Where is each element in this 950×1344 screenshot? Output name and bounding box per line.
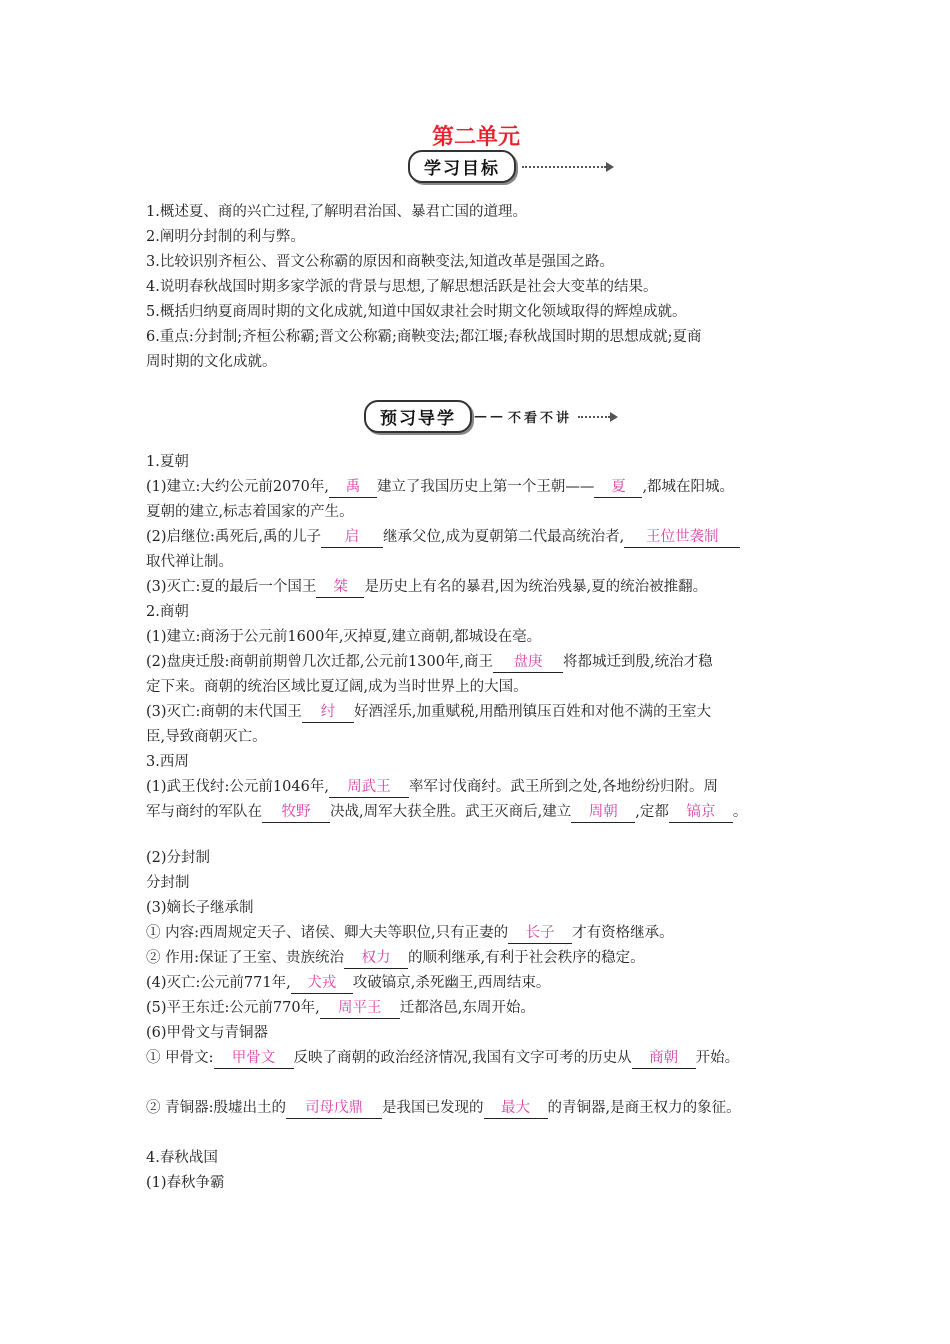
section-goals-title: 学习目标 (408, 150, 516, 183)
goal-item: 周时期的文化成就。 (146, 354, 277, 370)
para-line: 军与商纣的军队在 牧野 决战,周军大获全胜。武王灭商后,建立 周朝 ,定都 镐京 。 (146, 802, 747, 823)
answer-blank: 纣 (302, 702, 354, 723)
answer-blank: 启 (321, 527, 383, 548)
para-line: (3)嫡长子继承制 (146, 900, 254, 916)
answer-blank: 牧野 (262, 802, 330, 823)
arrow-decoration-icon (578, 416, 610, 418)
answer-blank: 甲骨文 (214, 1048, 294, 1069)
heading-chunqiu: 4.春秋战国 (146, 1150, 218, 1166)
goal-item: 6.重点:分封制;齐桓公称霸;晋文公称霸;商鞅变法;都江堰;春秋战国时期的思想成就;夏商 (146, 329, 702, 345)
goal-item: 3.比较识别齐桓公、晋文公称霸的原因和商鞅变法,知道改革是强国之路。 (146, 254, 614, 270)
para-line: (4)灭亡:公元前771年, 犬戎 攻破镐京,杀死幽王,西周结束。 (146, 973, 550, 994)
para-line: ② 青铜器:殷墟出土的 司母戊鼎 是我国已发现的 最大 的青铜器,是商王权力的象征。 (146, 1098, 741, 1119)
heading-zhou: 3.西周 (146, 754, 189, 770)
para-line: ② 作用:保证了王室、贵族统治 权力 的顺利继承,有利于社会秩序的稳定。 (146, 948, 645, 969)
para-line: (2)分封制 (146, 850, 211, 866)
para-line: 定下来。商朝的统治区域比夏辽阔,成为当时世界上的大国。 (146, 679, 528, 695)
para-line: 夏朝的建立,标志着国家的产生。 (146, 504, 354, 520)
goal-item: 4.说明春秋战国时期多家学派的背景与思想,了解思想活跃是社会大变革的结果。 (146, 279, 658, 295)
para-line: (1)武王伐纣:公元前1046年, 周武王 率军讨伐商纣。武王所到之处,各地纷纷归附。周 (146, 777, 718, 798)
answer-blank: 最大 (484, 1098, 548, 1119)
goal-item: 1.概述夏、商的兴亡过程,了解明君治国、暴君亡国的道理。 (146, 204, 527, 220)
section-preview-sub: 不看不讲 (508, 411, 573, 426)
unit-title: 第二单元 (431, 125, 520, 150)
goal-item: 2.阐明分封制的利与弊。 (146, 229, 305, 245)
para-line: (2)盘庚迁殷:商朝前期曾几次迁都,公元前1300年,商王 盘庚 将都城迁到殷,统治才稳 (146, 652, 713, 673)
para-line: 分封制 (146, 875, 190, 891)
section-preview-dash: —— (474, 409, 506, 424)
goal-item: 5.概括归纳夏商周时期的文化成就,知道中国奴隶社会时期文化领域取得的辉煌成就。 (146, 304, 687, 320)
para-line: (1)建立:商汤于公元前1600年,灭掉夏,建立商朝,都城设在亳。 (146, 629, 542, 645)
answer-blank: 司母戊鼎 (286, 1098, 382, 1119)
para-line: 取代禅让制。 (146, 554, 233, 570)
answer-blank: 周平王 (320, 998, 400, 1019)
answer-blank: 禹 (329, 477, 377, 498)
answer-blank: 夏 (594, 477, 642, 498)
answer-blank: 镐京 (669, 802, 733, 823)
heading-shang: 2.商朝 (146, 604, 189, 620)
para-line: (5)平王东迁:公元前770年, 周平王 迁都洛邑,东周开始。 (146, 998, 535, 1019)
para-line: 臣,导致商朝灭亡。 (146, 729, 267, 745)
para-line: (3)灭亡:商朝的末代国王 纣 好酒淫乐,加重赋税,用酷刑镇压百姓和对他不满的王室大 (146, 702, 711, 723)
answer-blank: 周朝 (571, 802, 635, 823)
para-line: (6)甲骨文与青铜器 (146, 1025, 269, 1041)
answer-blank: 权力 (344, 948, 408, 969)
para-line: (1)建立:大约公元前2070年, 禹 建立了我国历史上第一个王朝—— 夏 ,都城在阳城。 (146, 477, 734, 498)
answer-blank: 长子 (508, 923, 572, 944)
answer-blank: 桀 (316, 577, 364, 598)
para-line: (1)春秋争霸 (146, 1175, 225, 1191)
answer-blank: 商朝 (632, 1048, 696, 1069)
answer-blank: 犬戎 (291, 973, 353, 994)
section-banner-preview (364, 400, 610, 433)
section-banner-goals (408, 150, 606, 183)
heading-xia: 1.夏朝 (146, 454, 189, 470)
answer-blank: 周武王 (329, 777, 409, 798)
para-line: (2)启继位:禹死后,禹的儿子 启 继承父位,成为夏朝第二代最高统治者, 王位世袭制 (146, 527, 740, 548)
answer-blank: 王位世袭制 (624, 527, 740, 548)
section-preview-title: 预习导学 (364, 400, 472, 433)
arrow-decoration-icon (522, 166, 606, 168)
para-line: (3)灭亡:夏的最后一个国王 桀 是历史上有名的暴君,因为统治残暴,夏的统治被推翻。 (146, 577, 707, 598)
para-line: ① 内容:西周规定天子、诸侯、卿大夫等职位,只有正妻的 长子 才有资格继承。 (146, 923, 674, 944)
answer-blank: 盘庚 (493, 652, 563, 673)
para-line: ① 甲骨文: 甲骨文 反映了商朝的政治经济情况,我国有文字可考的历史从 商朝 开始。 (146, 1048, 739, 1069)
